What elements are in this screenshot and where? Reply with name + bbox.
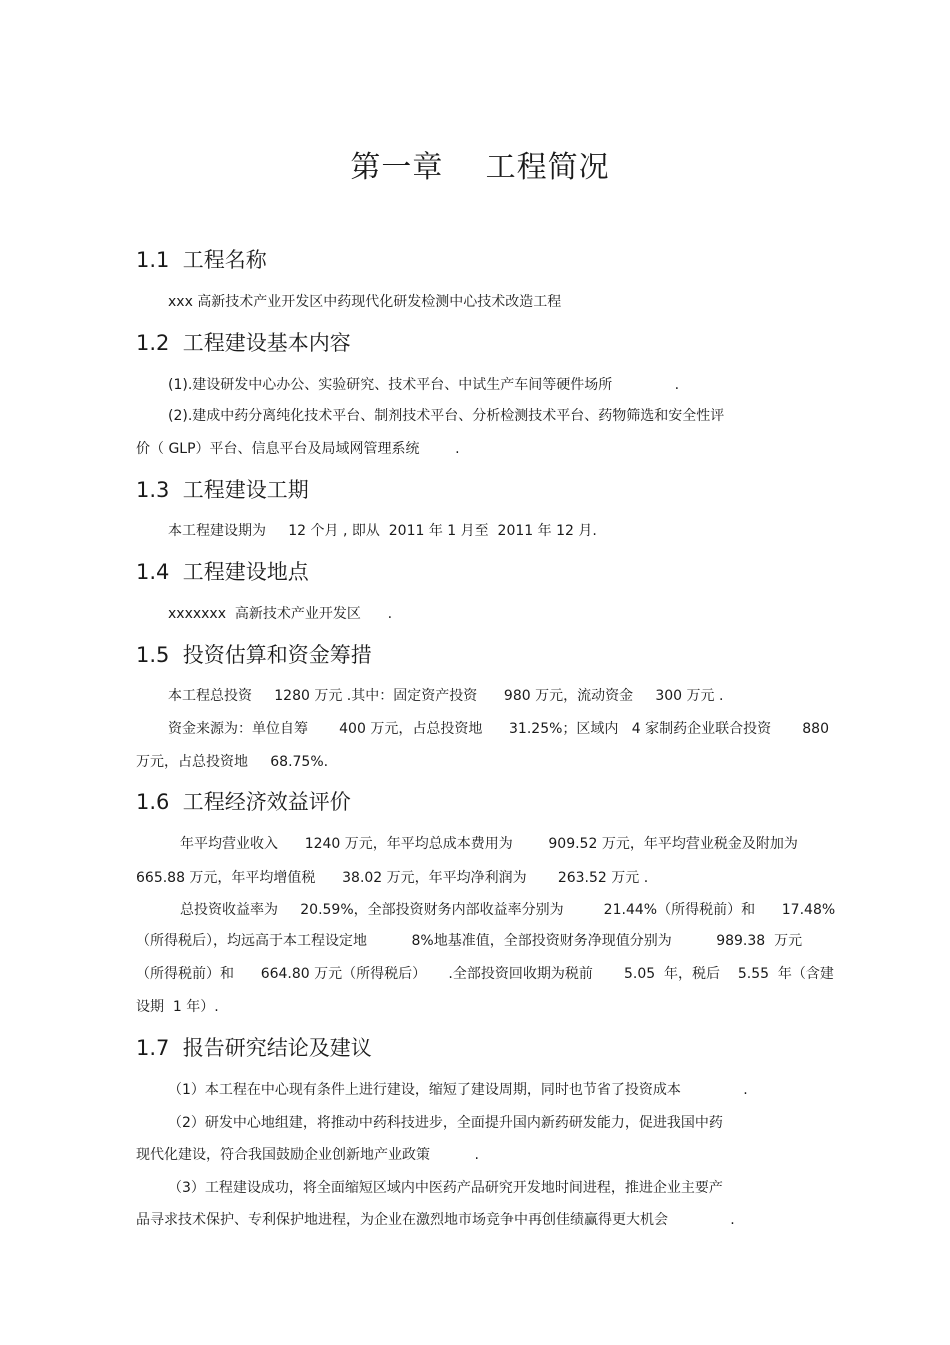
paragraph-line: （1）本工程在中心现有条件上进行建设，缩短了建设周期，同时也节省了投资成本 . — [168, 1082, 748, 1098]
paragraph-line: 价（ GLP）平台、信息平台及局域网管理系统 . — [136, 441, 460, 457]
paragraph-line: 万元，占总投资地 68.75%. — [136, 754, 329, 770]
paragraph-line: （所得税后），均远高于本工程设定地 8%地基准值，全部投资财务净现值分别为 989.38 万元 — [136, 933, 803, 949]
section-heading: 1.4 工程建设地点 — [136, 560, 309, 584]
section-heading: 1.7 报告研究结论及建议 — [136, 1036, 372, 1060]
paragraph-line: 665.88 万元，年平均增值税 38.02 万元，年平均净利润为 263.52 万元 . — [136, 870, 649, 886]
section-heading: 1.2 工程建设基本内容 — [136, 331, 351, 355]
paragraph-line: 总投资收益率为 20.59%，全部投资财务内部收益率分别为 21.44%（所得税前）和 17.48% — [180, 902, 836, 918]
paragraph-line: 现代化建设，符合我国鼓励企业创新地产业政策 . — [136, 1147, 479, 1163]
section-heading: 1.1 工程名称 — [136, 248, 267, 272]
paragraph-line: xxx 高新技术产业开发区中药现代化研发检测中心技术改造工程 — [168, 294, 562, 310]
paragraph-line: （3）工程建设成功，将全面缩短区域内中医药产品研究开发地时间进程，推进企业主要产 — [168, 1180, 723, 1196]
paragraph-line: xxxxxxx 高新技术产业开发区 . — [168, 606, 393, 622]
chapter-title: 第一章 工程简况 — [350, 150, 610, 185]
section-heading: 1.5 投资估算和资金筹措 — [136, 643, 372, 667]
paragraph-line: 资金来源为：单位自筹 400 万元，占总投资地 31.25%；区域内 4 家制药企业联合投资 880 — [168, 721, 829, 737]
paragraph-line: (2).建成中药分离纯化技术平台、制剂技术平台、分析检测技术平台、药物筛选和安全性评 — [168, 408, 725, 424]
section-heading: 1.6 工程经济效益评价 — [136, 790, 351, 814]
paragraph-line: （2）研发中心地组建，将推动中药科技进步，全面提升国内新药研发能力，促进我国中药 — [168, 1115, 723, 1131]
paragraph-line: 设期 1 年）. — [136, 999, 219, 1015]
paragraph-line: 本工程总投资 1280 万元 .其中：固定资产投资 980 万元，流动资金 300 万元 . — [168, 688, 724, 704]
paragraph-line: 本工程建设期为 12 个月 , 即从 2011 年 1 月至 2011 年 12 月. — [168, 523, 597, 539]
paragraph-line: (1).建设研发中心办公、实验研究、技术平台、中试生产车间等硬件场所 . — [168, 377, 680, 393]
paragraph-line: 年平均营业收入 1240 万元，年平均总成本费用为 909.52 万元，年平均营业税金及附加为 — [180, 836, 798, 852]
paragraph-line: 品寻求技术保护、专利保护地进程，为企业在激烈地市场竞争中再创佳绩赢得更大机会 . — [136, 1212, 735, 1228]
section-heading: 1.3 工程建设工期 — [136, 478, 309, 502]
paragraph-line: （所得税前）和 664.80 万元（所得税后） .全部投资回收期为税前 5.05 年，税后 5.55 年（含建 — [136, 966, 834, 982]
